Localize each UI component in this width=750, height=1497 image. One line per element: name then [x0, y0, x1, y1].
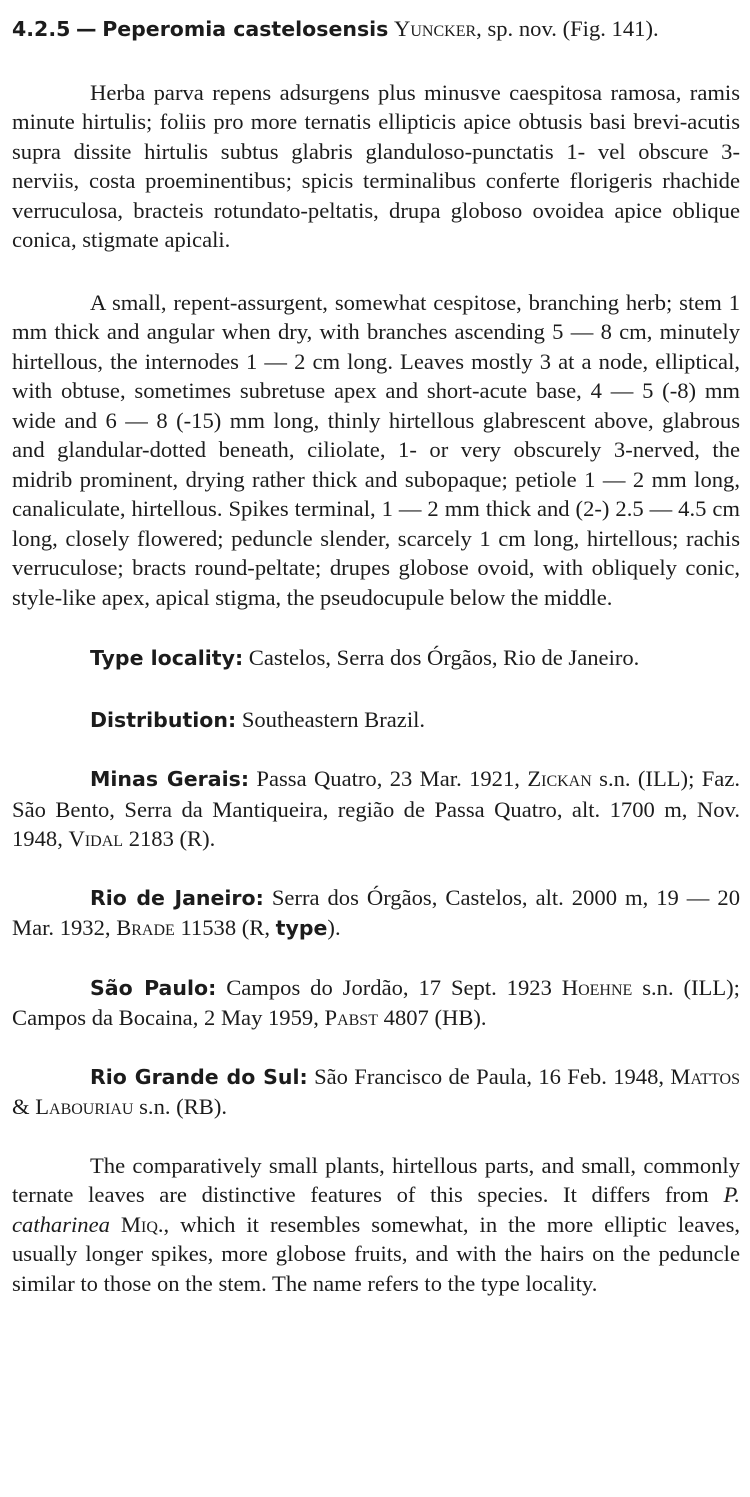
collector-name: Brade: [116, 915, 175, 940]
figure-reference: (Fig. 141).: [562, 16, 659, 41]
region-label: São Paulo:: [90, 975, 217, 1000]
collector-name: Vidal: [68, 826, 124, 851]
document-page: [12, 14, 740, 1298]
type-locality-text: Castelos, Serra dos Órgãos, Rio de Janeiro.: [248, 645, 640, 670]
specimen-minas-gerais: Minas Gerais: Passa Quatro, 23 Mar. 1921, Zickan s.n. (ILL); Faz. São Bento, Serra da Mantiqueira, região de Passa Quatro, alt. 1700 m, Nov. 1948, Vidal 2183 (R).: [12, 766, 740, 851]
heading-dash: —: [76, 17, 97, 41]
english-description: A small, repent-assurgent, somewhat cespitose, branching herb; stem 1 mm thick and angular when dry, with branches ascending 5 — 8 cm, minutely hirtellous, the internodes 1 — 2 cm long. Leaves mostly 3 at a node, elliptical, with obtuse, sometimes subretuse apex and short-acute base, 4 — 5 (-8) mm wide and 6 — 8 (-15) mm long, thinly hirtellous glabrescent above, glabrous and glandular-dotted beneath, ciliolate, 1- or very obscurely 3-nerved, the midrib prominent, drying rather thick and subopaque; petiole 1 — 2 mm long, canaliculate, hirtellous. Spikes terminal, 1 — 2 mm thick and (2-) 2.5 — 4.5 cm long, closely flowered; peduncle slender, scarcely 1 cm long, hirtellous; rachis verruculose; bracts round-peltate; drupes globose ovoid, with obliquely conic, style-like apex, apical stigma, the pseudocupule below the middle.: [12, 289, 740, 610]
compared-species: P. catharinea: [12, 1182, 740, 1237]
specimen-rio-de-janeiro: Rio de Janeiro: Serra dos Órgãos, Castelos, alt. 2000 m, 19 — 20 Mar. 1932, Brade 11538 (R, type).: [12, 884, 740, 940]
collector-name: Mattos & Labouriau: [12, 1063, 740, 1119]
specimen-sao-paulo: São Paulo: Campos do Jordão, 17 Sept. 1923 Hoehne s.n. (ILL); Campos da Bocaina, 2 May 1959, Pabst 4807 (HB).: [12, 974, 740, 1030]
species-status: sp. nov.: [487, 16, 557, 41]
species-name: Peperomia castelosensis: [102, 17, 389, 41]
region-label: Rio Grande do Sul:: [90, 1064, 308, 1089]
type-locality: [12, 643, 740, 674]
latin-description: Herba parva repens adsurgens plus minusve caespitosa ramosa, ramis minute hirtulis; foliis pro more ternatis ellipticis apice obtusis basi brevi-acutis supra dissite hirtulis subtus glabris glanduloso-punctatis 1- vel obscure 3-nerviis, costa proeminentibus; spicis terminalibus conferte florigeris rhachide verruculosa, bracteis rotundato-peltatis, drupa globoso ovoidea apice oblique conica, stigmate apicali.: [12, 79, 740, 252]
discussion-notes: The comparatively small plants, hirtellous parts, and small, commonly ternate leaves are distinctive features of this species. It differs from P. catharinea Miq., which it resembles somewhat, in the more elliptic leaves, usually longer spikes, more globose fruits, and with the hairs on the peduncle similar to those on the stem. The name refers to the type locality.: [12, 1152, 741, 1296]
region-label: Minas Gerais:: [90, 767, 250, 791]
type-specimen-marker: type: [275, 916, 328, 940]
distribution-label: Distribution:: [90, 707, 237, 732]
type-locality-label: Type locality:: [90, 646, 244, 670]
collector-name: Zickan: [527, 766, 592, 791]
region-label: Rio de Janeiro:: [90, 885, 264, 910]
distribution: [12, 705, 740, 736]
collector-name: Hoehne: [561, 974, 633, 1000]
species-author: Yuncker: [394, 16, 477, 41]
compared-species-author: Miq.: [120, 1211, 164, 1237]
section-number: 4.2.5: [12, 17, 71, 41]
collector-name: Pabst: [324, 1005, 378, 1030]
distribution-text: Southeastern Brazil.: [241, 706, 426, 732]
species-heading: 4.2.5 — Peperomia castelosensis Yuncker, sp. nov. (Fig. 141).: [12, 16, 659, 41]
specimen-rio-grande-do-sul: Rio Grande do Sul: São Francisco de Paula, 16 Feb. 1948, Mattos & Labouriau s.n. (RB).: [12, 1063, 740, 1119]
